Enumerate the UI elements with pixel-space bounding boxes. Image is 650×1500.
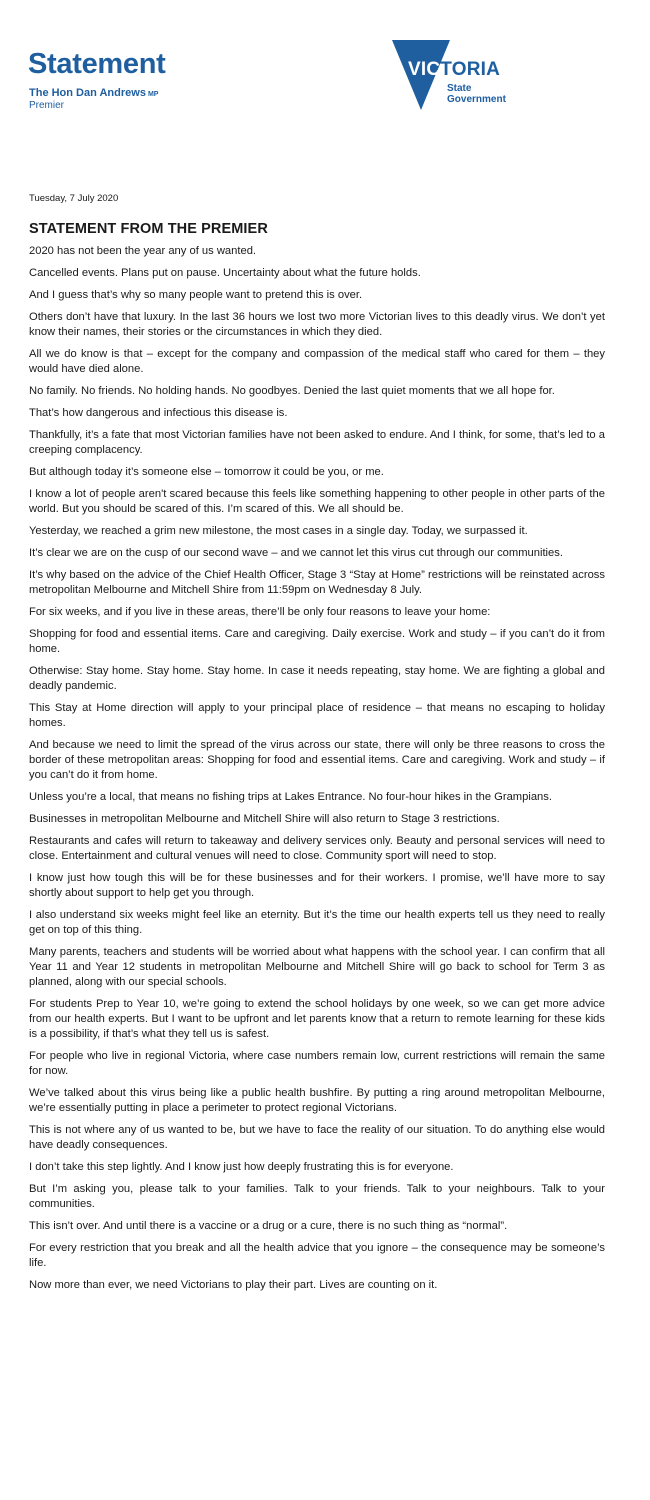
paragraph: Many parents, teachers and students will be worried about what happens with the school year. I can confirm that all Year 11 and Year 12 students in metropolitan Melbourne and Mitchell Shire will go back to school for Term 3 as planned, along with our special schools.: [29, 946, 605, 988]
paragraph: This isn’t over. And until there is a vaccine or a drug or a cure, there is no such thing as “normal”.: [29, 1220, 508, 1232]
paragraph: But although today it’s someone else – tomorrow it could be you, or me.: [29, 466, 384, 478]
paragraph: No family. No friends. No holding hands. No goodbyes. Denied the last quiet moments that we all hope for.: [29, 385, 555, 397]
paragraph: I know just how tough this will be for these businesses and for their workers. I promise, we’ll have more to say shortly about support to help get you through.: [29, 872, 605, 899]
paragraph: It’s why based on the advice of the Chief Health Officer, Stage 3 “Stay at Home” restrictions will be reinstated across metropolitan Melbourne and Mitchell Shire from 11:59pm on Wednesday 8 July.: [29, 569, 605, 596]
paragraph: Yesterday, we reached a grim new milestone, the most cases in a single day. Today, we surpassed it.: [29, 525, 528, 537]
paragraph: It’s clear we are on the cusp of our second wave – and we cannot let this virus cut through our communities.: [29, 547, 563, 559]
paragraph: Otherwise: Stay home. Stay home. Stay home. In case it needs repeating, stay home. We are fighting a global and deadly pandemic.: [29, 665, 605, 692]
wordmark-part: TORIA: [440, 59, 501, 80]
paragraph: I don’t take this step lightly. And I know just how deeply frustrating this is for everyone.: [29, 1161, 454, 1173]
paragraph: This Stay at Home direction will apply to your principal place of residence – that means no escaping to holiday homes.: [29, 702, 605, 729]
paragraph: For students Prep to Year 10, we’re going to extend the school holidays by one week, so we can get more advice from our health experts. But I want to be upfront and let parents know that a return to remote learning for these kids is a possibility, if that’s what they tell us is safest.: [29, 998, 605, 1040]
paragraph: Now more than ever, we need Victorians to play their part. Lives are counting on it.: [29, 1279, 438, 1291]
paragraph: Thankfully, it’s a fate that most Victorian families have not been asked to endure. And I think, for some, that’s led to a creeping complacency.: [29, 429, 605, 456]
minister-name: [29, 88, 158, 99]
statement-heading: STATEMENT FROM THE PREMIER: [29, 221, 268, 237]
statement-title: Statement: [28, 48, 166, 80]
paragraph: All we do know is that – except for the company and compassion of the medical staff who cared for them – they would have died alone.: [29, 348, 605, 375]
paragraph: And I guess that’s why so many people want to pretend this is over.: [29, 289, 363, 301]
paragraph: I know a lot of people aren't scared because this feels like something happening to other people in other parts of the world. But you should be scared of this. I’m scared of this. We all should be.: [29, 488, 605, 515]
statement-body: [29, 193, 605, 1300]
paragraph: Businesses in metropolitan Melbourne and Mitchell Shire will also return to Stage 3 restrictions.: [29, 813, 500, 825]
victoria-logo-subtitle: [447, 83, 506, 105]
paragraph: But I’m asking you, please talk to your families. Talk to your friends. Talk to your neighbours. Talk to your communities.: [29, 1183, 605, 1210]
paragraph: Cancelled events. Plans put on pause. Uncertainty about what the future holds.: [29, 267, 421, 279]
minister-name-text: The Hon Dan Andrews: [29, 87, 146, 99]
paragraph: This is not where any of us wanted to be, but we have to face the reality of our situation. To do anything else would have deadly consequences.: [29, 1124, 605, 1151]
paragraph: Restaurants and cafes will return to takeaway and delivery services only. Beauty and personal services will need to close. Entertainment and cultural venues will need to close. Community sport will need to stop.: [29, 835, 605, 862]
paragraph: Others don’t have that luxury. In the last 36 hours we lost two more Victorian lives to this deadly virus. We don’t yet know their names, their stories or the circumstances in which they died.: [29, 311, 605, 338]
wordmark-part: VIC: [408, 59, 441, 80]
victoria-logo-text: [408, 60, 500, 79]
letterhead: [0, 0, 650, 150]
paragraph: We’ve talked about this virus being like a public health bushfire. By putting a ring around metropolitan Melbourne, we’re essentially putting in place a perimeter to protect regional Victorians.: [29, 1087, 605, 1114]
paragraph: And because we need to limit the spread of the virus across our state, there will only be three reasons to cross the border of these metropolitan areas: Shopping for food and essential items. Care and caregiving. Work and study – if you can’t do it from home.: [29, 739, 605, 781]
paragraph: Unless you’re a local, that means no fishing trips at Lakes Entrance. No four-hour hikes in the Grampians.: [29, 791, 552, 803]
paragraph: 2020 has not been the year any of us wanted.: [29, 245, 257, 257]
paragraph: I also understand six weeks might feel like an eternity. But it’s the time our health experts tell us they need to really get on top of this thing.: [29, 909, 605, 936]
minister-name-suffix: MP: [147, 91, 159, 98]
victoria-wordmark: [408, 59, 500, 80]
paragraph-list: [29, 244, 605, 1293]
paragraph: That’s how dangerous and infectious this disease is.: [29, 407, 288, 419]
paragraph: Shopping for food and essential items. Care and caregiving. Daily exercise. Work and study – if you can’t do it from home.: [29, 628, 605, 655]
logo-subtitle-line2: Government: [447, 94, 506, 105]
paragraph: For every restriction that you break and all the health advice that you ignore – the consequence may be someone’s life.: [29, 1242, 605, 1269]
logo-subtitle-line1: State: [447, 83, 472, 94]
paragraph: For six weeks, and if you live in these areas, there’ll be only four reasons to leave your home:: [29, 606, 491, 618]
statement-date: Tuesday, 7 July 2020: [29, 193, 119, 204]
minister-role: Premier: [29, 100, 65, 111]
paragraph: For people who live in regional Victoria, where case numbers remain low, current restrictions will remain the same for now.: [29, 1050, 605, 1077]
